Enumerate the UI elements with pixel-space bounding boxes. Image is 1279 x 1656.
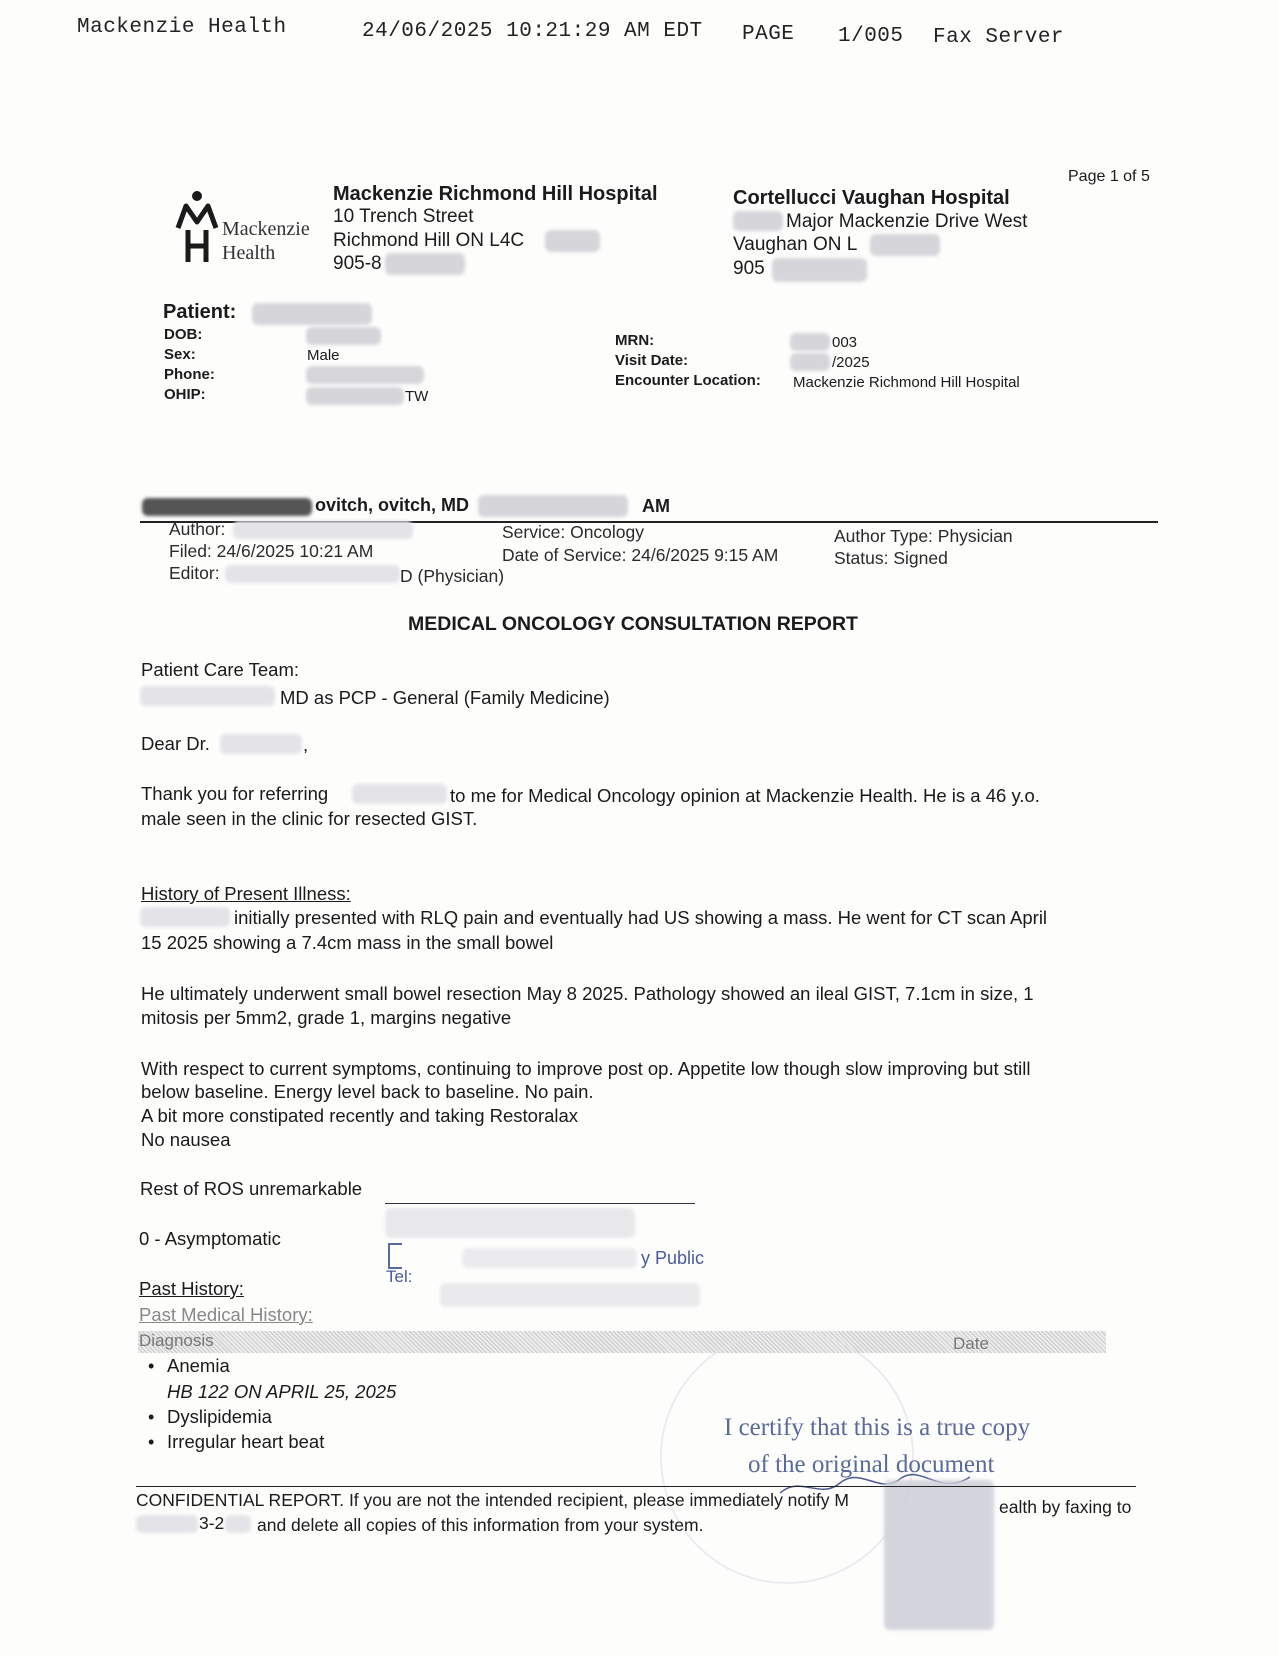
history-item-anemia: Anemia — [167, 1355, 230, 1376]
fax-server: Fax Server — [933, 26, 1065, 49]
hpi-p3-line-3: A bit more constipated recently and taking Restoralax — [141, 1105, 579, 1126]
col-diagnosis: Diagnosis — [139, 1331, 214, 1350]
intro-rest: to me for Medical Oncology opinion at Mackenzie Health. He is a 46 y.o. — [450, 785, 1040, 806]
mrn-label: MRN: — [615, 332, 655, 349]
ros-text: Rest of ROS unremarkable — [140, 1178, 363, 1199]
salutation-start: Dear Dr. — [141, 733, 210, 754]
hpi-p1-line-1: initially presented with RLQ pain and eventually had US showing a mass. He went for CT scan April — [234, 907, 1048, 928]
hospital-right-name: Cortellucci Vaughan Hospital — [733, 187, 1010, 209]
redaction — [545, 230, 600, 252]
bullet-icon: • — [148, 1432, 155, 1452]
ecog-text: 0 - Asymptomatic — [139, 1228, 281, 1249]
footer-line-1-start: CONFIDENTIAL REPORT. If you are not the intended recipient, please immediately notify M — [136, 1490, 849, 1510]
redaction — [733, 211, 783, 231]
hospital-right-phone: 905 — [733, 258, 765, 279]
hospital-right-city: Vaughan ON L — [733, 234, 858, 255]
hpi-p3-line-4: No nausea — [141, 1129, 231, 1150]
redaction — [772, 258, 867, 282]
certify-line-2: of the original document — [748, 1451, 995, 1478]
redaction — [870, 234, 940, 256]
redaction — [233, 521, 413, 539]
report-title: MEDICAL ONCOLOGY CONSULTATION REPORT — [408, 613, 858, 635]
hpi-title: History of Present Illness: — [141, 883, 351, 904]
bullet-icon: • — [148, 1407, 155, 1427]
care-team-entry: MD as PCP - General (Family Medicine) — [280, 687, 610, 708]
ohip-value: TW — [405, 388, 429, 405]
footer-line-1-end: ealth by faxing to — [999, 1497, 1132, 1517]
history-item-dyslipidemia: Dyslipidemia — [167, 1406, 272, 1427]
hospital-left-city: Richmond Hill ON L4C — [333, 230, 525, 251]
past-medical-history-subtitle: Past Medical History: — [139, 1304, 313, 1325]
hpi-p2-line-1: He ultimately underwent small bowel resection May 8 2025. Pathology showed an ileal GIST, 7.1cm in size, 1 — [141, 983, 1034, 1004]
redaction — [790, 353, 830, 371]
fax-page-label: PAGE — [742, 23, 795, 46]
redaction — [252, 303, 372, 325]
redaction — [884, 1480, 994, 1630]
phone-label: Phone: — [164, 366, 215, 383]
redaction — [136, 1515, 198, 1533]
sex-value: Male — [307, 347, 340, 364]
author-label: Author: — [169, 519, 226, 539]
redaction — [440, 1283, 700, 1307]
visit-date-value: /2025 — [832, 354, 870, 371]
redaction — [225, 565, 400, 583]
footer-line-2-start: 3-2 — [199, 1513, 225, 1533]
redaction — [140, 907, 230, 927]
fax-page-value: 1/005 — [838, 25, 904, 48]
fax-sender: Mackenzie Health — [77, 16, 287, 39]
logo-line-2: Health — [222, 242, 276, 264]
care-team-label: Patient Care Team: — [141, 659, 300, 680]
redaction — [462, 1248, 637, 1268]
history-item-anemia-note: HB 122 ON APRIL 25, 2025 — [167, 1381, 397, 1402]
signer-name: ovitch, ovitch, MD — [315, 495, 470, 515]
redaction — [478, 495, 628, 517]
redaction — [352, 784, 447, 804]
redaction — [306, 327, 381, 345]
service-text: Service: Oncology — [502, 522, 645, 542]
history-item-irregular-heart-beat: Irregular heart beat — [167, 1431, 325, 1452]
signer-time: AM — [642, 496, 670, 516]
filed-text: Filed: 24/6/2025 10:21 AM — [169, 541, 374, 561]
ohip-label: OHIP: — [164, 386, 206, 403]
notary-tel-label: Tel: — [386, 1267, 413, 1286]
date-of-service-text: Date of Service: 24/6/2025 9:15 AM — [502, 545, 779, 565]
mrn-value: 003 — [832, 334, 858, 351]
redaction — [220, 734, 302, 754]
redaction — [306, 366, 424, 384]
notary-public-text: y Public — [641, 1248, 705, 1268]
salutation-end: , — [303, 734, 309, 755]
hospital-left-phone: 905-8 — [333, 253, 382, 274]
hpi-p1-line-2: 15 2025 showing a 7.4cm mass in the small bowel — [141, 932, 554, 953]
visit-date-label: Visit Date: — [615, 352, 689, 369]
hpi-p2-line-2: mitosis per 5mm2, grade 1, margins negative — [141, 1007, 512, 1028]
intro-start: Thank you for referring — [141, 783, 329, 804]
page-of-label: Page 1 of 5 — [1068, 168, 1150, 185]
hospital-right-street: Major Mackenzie Drive West — [786, 211, 1028, 232]
logo-line-1: Mackenzie — [222, 218, 310, 240]
sex-label: Sex: — [164, 346, 196, 363]
redaction — [306, 387, 404, 405]
notary-bracket-icon — [388, 1243, 402, 1269]
redaction — [140, 686, 275, 706]
encounter-location-value: Mackenzie Richmond Hill Hospital — [793, 374, 1020, 391]
encounter-location-label: Encounter Location: — [615, 372, 761, 389]
editor-suffix: D (Physician) — [400, 566, 505, 586]
fax-datetime: 24/06/2025 10:21:29 AM EDT — [362, 20, 703, 43]
bullet-icon: • — [148, 1356, 155, 1376]
past-history-title: Past History: — [139, 1278, 244, 1299]
redaction — [385, 253, 465, 275]
certify-line-1: I certify that this is a true copy — [724, 1414, 1031, 1441]
mackenzie-logo-icon — [172, 190, 222, 268]
hospital-left-street: 10 Trench Street — [333, 206, 474, 227]
col-date: Date — [953, 1334, 989, 1353]
editor-label: Editor: — [169, 563, 220, 583]
dob-label: DOB: — [164, 326, 203, 343]
logo-wordmark — [222, 217, 310, 265]
hospital-left-name: Mackenzie Richmond Hill Hospital — [333, 183, 658, 205]
author-type-text: Author Type: Physician — [834, 526, 1013, 546]
footer-line-2-end: and delete all copies of this information from your system. — [257, 1515, 704, 1535]
redaction — [225, 1515, 251, 1533]
patient-title: Patient: — [163, 301, 237, 323]
hpi-p3-line-2: below baseline. Energy level back to baseline. No pain. — [141, 1081, 594, 1102]
ros-line — [385, 1203, 695, 1204]
redaction — [790, 333, 830, 351]
redaction — [142, 498, 312, 516]
redaction — [385, 1208, 635, 1238]
footer-rule — [136, 1486, 1136, 1487]
hpi-p3-line-1: With respect to current symptoms, continuing to improve post op. Appetite low though slow improving but still — [141, 1058, 1031, 1079]
status-text: Status: Signed — [834, 548, 948, 568]
intro-line-2: male seen in the clinic for resected GIST. — [141, 808, 478, 829]
